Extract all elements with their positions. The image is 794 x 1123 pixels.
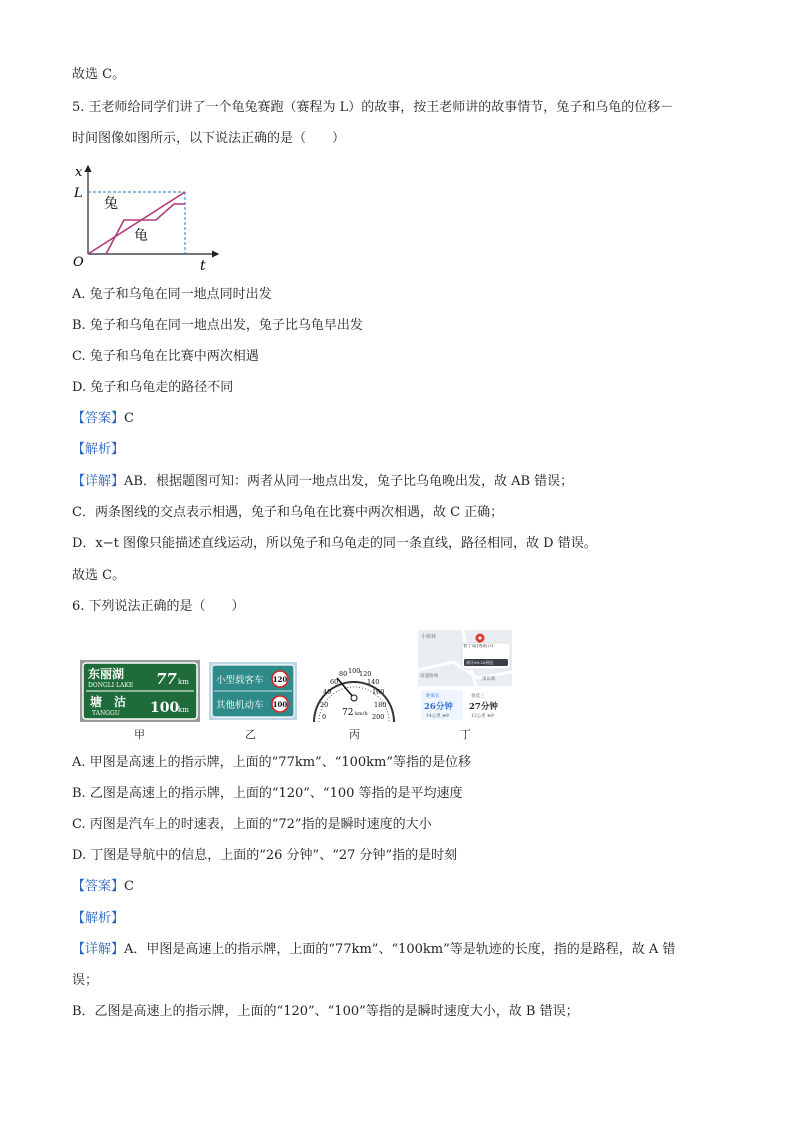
detail-tag: 【详解】 xyxy=(72,942,125,957)
answer-value: C xyxy=(124,879,134,894)
tick-200: 200 xyxy=(372,713,385,721)
map-area-left: 高速路网 xyxy=(420,674,438,679)
previous-conclusion: 故选 C。 xyxy=(72,67,126,82)
axis-t-label: t xyxy=(200,258,206,274)
q5-detail-c: C．两条图线的交点表示相遇，兔子和乌龟在比赛中两次相遇，故 C 正确； xyxy=(72,505,504,520)
q6-option-c: C. 丙图是汽车上的时速表，上面的“72”指的是瞬时速度的大小 xyxy=(72,817,432,832)
route1-time: 26分钟 xyxy=(424,702,453,712)
answer-tag: 【答案】 xyxy=(72,411,125,426)
q6-detail-a-line1 xyxy=(72,941,675,959)
tick-100: 100 xyxy=(348,667,361,675)
tick-140: 140 xyxy=(367,678,380,686)
yi-row2-speed: 100 xyxy=(272,700,288,709)
answer-value: C xyxy=(124,411,134,426)
q5-detail-ab xyxy=(72,473,573,491)
tick-80: 80 xyxy=(339,670,348,678)
q5-option-d: D. 兔子和乌龟走的路径不同 xyxy=(72,380,234,395)
q6-detail-a-line2: 误； xyxy=(72,973,99,988)
q5-answer xyxy=(72,410,134,428)
q5-detail-d: D．x−t 图像只能描述直线运动，所以兔子和乌龟走的同一条直线，路径相同，故 D 错误。 xyxy=(72,536,597,551)
tick-60: 60 xyxy=(330,678,339,686)
caption-yi: 乙 xyxy=(245,728,256,741)
nav-destination: 普宁站(进站口) xyxy=(463,644,494,649)
turtle-label: 龟 xyxy=(134,228,148,244)
q5-displacement-time-graph xyxy=(70,162,220,274)
sign-row1-en: DONGLI LAKE xyxy=(88,682,134,689)
q5-stem-line2: 时间图像如图所示，以下说法正确的是（ ） xyxy=(72,131,346,146)
tick-120: 120 xyxy=(359,670,372,678)
q5-stem-line1: 5. 王老师给同学们讲了一个龟兔赛跑（赛程为 L）的故事，按王老师讲的故事情节，兔子和乌龟的位移－ xyxy=(72,100,674,115)
sign-jia-image xyxy=(80,660,200,722)
q5-option-b: B. 兔子和乌龟在同一地点出发，兔子比乌龟早出发 xyxy=(72,318,363,333)
axis-L-label: L xyxy=(74,186,83,201)
q6-stem: 6. 下列说法正确的是（ ） xyxy=(72,599,245,614)
rabbit-label: 兔 xyxy=(104,196,118,212)
tick-40: 40 xyxy=(323,688,332,696)
tick-0: 0 xyxy=(322,713,327,721)
yi-row1-label: 小型载客车 xyxy=(216,675,264,686)
q6-option-a: A. 甲图是高速上的指示牌，上面的“77km”、“100km”等指的是位移 xyxy=(72,755,472,770)
sign-row2-en: TANGGU xyxy=(92,710,120,717)
tick-180: 180 xyxy=(374,701,387,709)
map-area-right: 深田寨 xyxy=(482,677,496,682)
sign-yi-image xyxy=(209,662,297,720)
q6-detail-b: B．乙图是高速上的指示牌，上面的“120”、“100”等指的是瞬时速度大小，故 B 错误； xyxy=(72,1004,579,1019)
q6-answer xyxy=(72,878,134,896)
yi-row2-label: 其他机动车 xyxy=(216,700,264,711)
speed-readout: 72 xyxy=(342,708,354,718)
detail-tag: 【详解】 xyxy=(72,474,125,489)
q6-option-d: D. 丁图是导航中的信息，上面的“26 分钟”、“27 分钟”指的是时刻 xyxy=(72,848,458,863)
route2-time: 27分钟 xyxy=(469,702,498,712)
tick-160: 160 xyxy=(372,688,385,696)
turtle-line xyxy=(88,192,185,254)
q6-analysis-tag: 【解析】 xyxy=(72,911,125,926)
q5-option-a: A. 兔子和乌龟在同一地点同时出发 xyxy=(72,287,272,302)
yi-row1-speed: 120 xyxy=(272,675,288,684)
q5-conclusion: 故选 C。 xyxy=(72,568,126,583)
route2-distance: 12公里 ⊜9 xyxy=(471,714,494,719)
detail-text: A．甲图是高速上的指示牌，上面的“77km”、“100km”等是轨迹的长度，指的是路程，故 A 错 xyxy=(124,942,676,957)
speed-unit: km/h xyxy=(355,711,368,717)
q5-option-c: C. 兔子和乌龟在比赛中两次相遇 xyxy=(72,349,259,364)
navigation-app-image xyxy=(418,630,512,722)
route2-label: 备选三 xyxy=(471,694,485,699)
origin-label: O xyxy=(73,255,84,270)
axis-y-label: x xyxy=(75,165,83,180)
answer-tag: 【答案】 xyxy=(72,879,125,894)
caption-bing: 丙 xyxy=(349,728,360,741)
detail-text: AB．根据题图可知：两者从同一地点出发，兔子比乌龟晚出发，故 AB 错误； xyxy=(124,474,574,489)
q6-option-b: B. 乙图是高速上的指示牌，上面的“120”、“100 等指的是平均速度 xyxy=(72,786,463,801)
sign-row2-name: 塘 沽 xyxy=(90,695,127,709)
tick-20: 20 xyxy=(320,701,329,709)
sign-row2-km: 100 xyxy=(150,700,180,716)
caption-jia: 甲 xyxy=(134,728,145,741)
speedometer-image xyxy=(309,654,399,724)
caption-ding: 丁 xyxy=(460,728,471,741)
map-place-top: 小树林 xyxy=(421,634,437,640)
nav-eta: 预计09:20到达 xyxy=(466,660,494,665)
route1-distance: 14公里 ⊜9 xyxy=(426,714,449,719)
sign-row1-name: 东丽湖 xyxy=(88,667,125,681)
q5-analysis-tag: 【解析】 xyxy=(72,442,125,457)
route1-label: 距离长 xyxy=(426,694,440,699)
sign-row1-km: 77 xyxy=(156,670,177,688)
sign-row1-unit: km xyxy=(178,678,189,686)
sign-row2-unit: km xyxy=(178,706,189,714)
